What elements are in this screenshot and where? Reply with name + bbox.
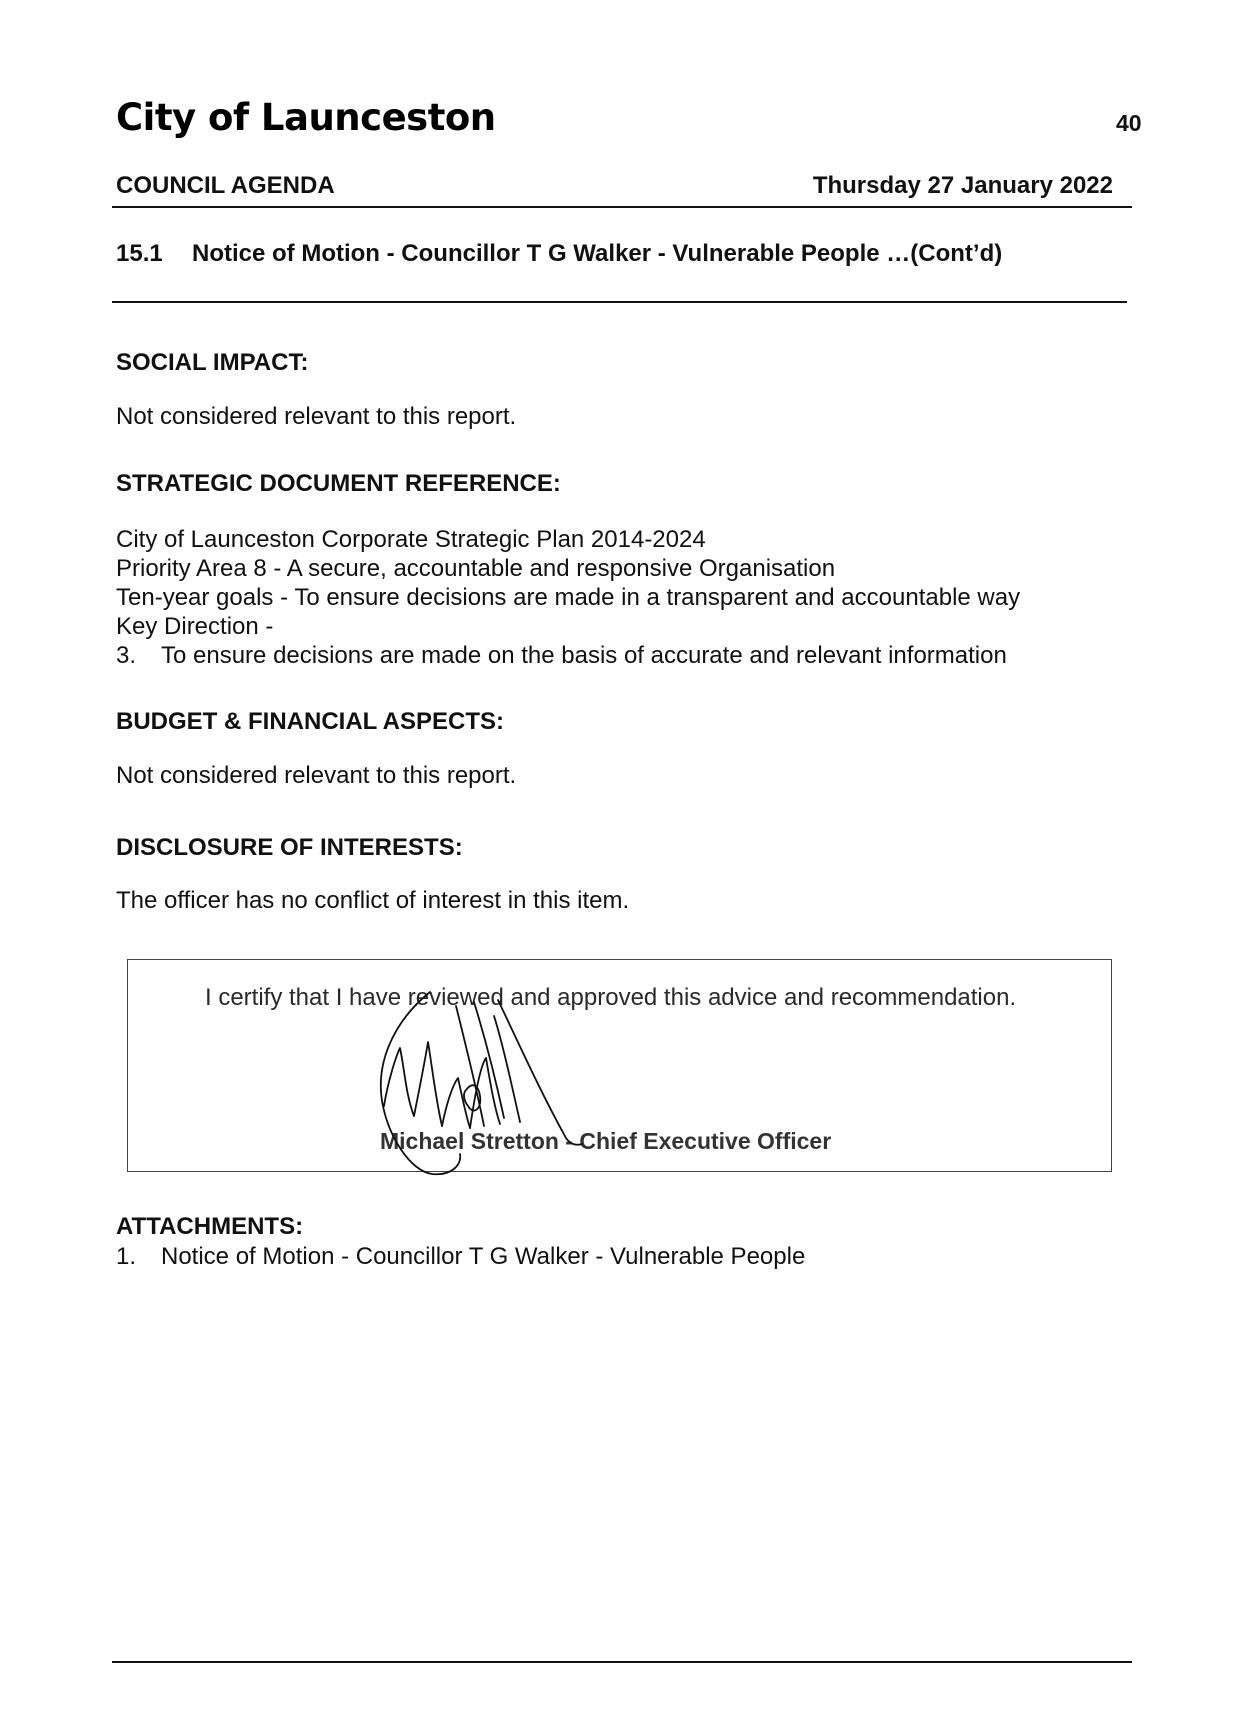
page-number: 40 xyxy=(1116,110,1142,136)
social-impact-text: Not considered relevant to this report. xyxy=(116,403,517,430)
key-direction-text: To ensure decisions are made on the basis of accurate and relevant information xyxy=(161,642,1007,669)
agenda-label: COUNCIL AGENDA xyxy=(116,172,335,199)
attachment-title: Notice of Motion - Councillor T G Walker - Vulnerable People xyxy=(161,1243,806,1270)
attachment-item xyxy=(116,1242,805,1271)
attachments-heading: ATTACHMENTS: xyxy=(116,1213,304,1240)
disclosure-text: The officer has no conflict of interest in this item. xyxy=(116,887,630,914)
key-direction-item xyxy=(116,641,1020,670)
item-number: 15.1 xyxy=(116,240,163,267)
strategic-reference-block xyxy=(116,525,1020,670)
footer-divider xyxy=(112,1661,1132,1663)
attachment-number: 1. xyxy=(116,1243,137,1270)
item-title: Notice of Motion - Councillor T G Walker - Vulnerable People …(Cont’d) xyxy=(192,240,1003,267)
meeting-date: Thursday 27 January 2022 xyxy=(812,172,1113,199)
header-divider xyxy=(112,206,1132,208)
handwritten-signature xyxy=(370,986,590,1186)
certification-signer: Michael Stretton - Chief Executive Officer xyxy=(380,1128,832,1154)
strategic-line: Priority Area 8 - A secure, accountable and responsive Organisation xyxy=(116,555,836,582)
strategic-line: Ten-year goals - To ensure decisions are made in a transparent and accountable way xyxy=(116,584,1021,611)
item-heading xyxy=(116,240,1002,268)
strategic-reference-heading: STRATEGIC DOCUMENT REFERENCE: xyxy=(116,470,561,497)
key-direction-number: 3. xyxy=(116,642,137,669)
disclosure-heading: DISCLOSURE OF INTERESTS: xyxy=(116,834,463,861)
social-impact-heading: SOCIAL IMPACT: xyxy=(116,349,309,376)
item-divider xyxy=(112,301,1127,303)
strategic-line: Key Direction - xyxy=(116,613,274,640)
budget-text: Not considered relevant to this report. xyxy=(116,762,517,789)
certification-statement: I certify that I have reviewed and approved this advice and recommendation. xyxy=(205,984,1017,1011)
strategic-line: City of Launceston Corporate Strategic Plan 2014-2024 xyxy=(116,526,706,553)
budget-heading: BUDGET & FINANCIAL ASPECTS: xyxy=(116,708,505,735)
organisation-title: City of Launceston xyxy=(116,96,496,139)
